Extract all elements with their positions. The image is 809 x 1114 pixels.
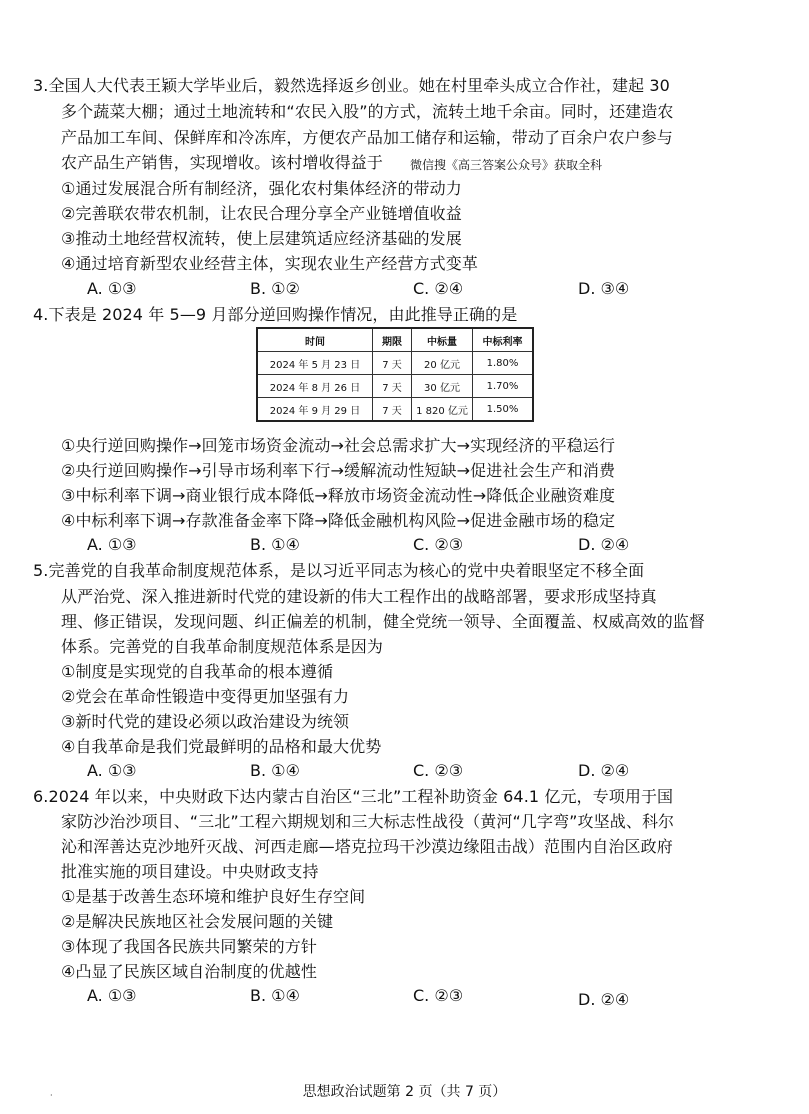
q5-option-b[interactable]: B. ①④ (250, 761, 300, 780)
table-cell: 20 亿元 (412, 352, 473, 375)
q4-option-d[interactable]: D. ②④ (578, 535, 630, 554)
page-footer: 思想政治试题第 2 页（共 7 页） (302, 1084, 507, 1100)
q4-item-4: ④中标利率下调→存款准备金率下降→降低金融机构风险→促进金融市场的稳定 (61, 511, 616, 530)
scan-speck: · (50, 1091, 53, 1100)
q3-item-3: ③推动土地经营权流转，使上层建筑适应经济基础的发展 (61, 229, 462, 248)
q3-item-1: ①通过发展混合所有制经济，强化农村集体经济的带动力 (61, 179, 462, 198)
table-cell: 2024 年 5 月 23 日 (257, 352, 373, 375)
table-cell: 2024 年 8 月 26 日 (257, 375, 373, 398)
table-cell: 1.70% (473, 375, 534, 398)
q5-stem-line-4: 体系。完善党的自我革命制度规范体系是因为 (61, 637, 384, 656)
table-cell: 30 亿元 (412, 375, 473, 398)
q3-stem-line-1: 3.全国人大代表王颖大学毕业后，毅然选择返乡创业。她在村里牵头成立合作社，建起 30 (33, 76, 670, 95)
q6-item-4: ④凸显了民族区域自治制度的优越性 (61, 962, 317, 981)
q6-stem-line-3: 沁和浑善达克沙地歼灭战、河西走廊—塔克拉玛干沙漠边缘阻击战）范围内自治区政府 (61, 837, 673, 856)
q3-stem-line-4: 农产品生产销售，实现增收。该村增收得益于 (61, 153, 384, 172)
q6-option-d[interactable]: D. ②④ (578, 990, 630, 1009)
q5-item-3: ③新时代党的建设必须以政治建设为统领 (61, 712, 350, 731)
q3-item-2: ②完善联农带农机制，让农民合理分享全产业链增值收益 (61, 204, 462, 223)
table-cell: 7 天 (373, 375, 412, 398)
table-cell: 1.80% (473, 352, 534, 375)
q6-option-b[interactable]: B. ①④ (250, 986, 300, 1005)
table-header-cell: 时间 (257, 328, 373, 352)
q3-option-c[interactable]: C. ②④ (413, 279, 464, 298)
q4-item-2: ②央行逆回购操作→引导市场利率下行→缓解流动性短缺→促进社会生产和消费 (61, 461, 616, 480)
table-cell: 7 天 (373, 398, 412, 422)
table-row (257, 398, 533, 422)
table-cell: 1 820 亿元 (412, 398, 473, 422)
q6-option-a[interactable]: A. ①③ (87, 986, 137, 1005)
q5-stem-line-1: 5.完善党的自我革命制度规范体系，是以习近平同志为核心的党中央着眼坚定不移全面 (33, 561, 645, 580)
table-cell: 2024 年 9 月 29 日 (257, 398, 373, 422)
table-header-cell: 期限 (373, 328, 412, 352)
q5-item-1: ①制度是实现党的自我革命的根本遵循 (61, 662, 334, 681)
q6-stem-line-1: 6.2024 年以来，中央财政下达内蒙古自治区“三北”工程补助资金 64.1 亿元，专项用于国 (33, 787, 674, 806)
q5-option-c[interactable]: C. ②③ (413, 761, 464, 780)
q4-option-b[interactable]: B. ①④ (250, 535, 300, 554)
table-row (257, 375, 533, 398)
table-header-row (257, 328, 533, 352)
table-cell: 1.50% (473, 398, 534, 422)
q4-option-c[interactable]: C. ②③ (413, 535, 464, 554)
q4-option-a[interactable]: A. ①③ (87, 535, 137, 554)
q4-item-1: ①央行逆回购操作→回笼市场资金流动→社会总需求扩大→实现经济的平稳运行 (61, 436, 616, 455)
q5-option-a[interactable]: A. ①③ (87, 761, 137, 780)
q4-item-3: ③中标利率下调→商业银行成本降低→释放市场资金流动性→降低企业融资难度 (61, 486, 616, 505)
reverse-repo-table (256, 327, 534, 422)
q6-stem-line-2: 家防沙治沙项目、“三北”工程六期规划和三大标志性战役（黄河“几字弯”攻坚战、科尔 (61, 812, 675, 831)
table-cell: 7 天 (373, 352, 412, 375)
watermark-text: 微信搜《高三答案公众号》获取全科 (410, 158, 603, 172)
q6-stem-line-4: 批准实施的项目建设。中央财政支持 (61, 862, 319, 881)
q5-option-d[interactable]: D. ②④ (578, 761, 630, 780)
q5-item-2: ②党会在革命性锻造中变得更加坚强有力 (61, 687, 350, 706)
q3-item-4: ④通过培育新型农业经营主体，实现农业生产经营方式变革 (61, 254, 478, 273)
table-header-cell: 中标量 (412, 328, 473, 352)
q5-stem-line-2: 从严治党、深入推进新时代党的建设新的伟大工程作出的战略部署，要求形成坚持真 (61, 587, 657, 606)
q6-item-1: ①是基于改善生态环境和维护良好生存空间 (61, 887, 366, 906)
q3-option-b[interactable]: B. ①② (250, 279, 300, 298)
q4-stem-line-1: 4.下表是 2024 年 5—9 月部分逆回购操作情况，由此推导正确的是 (33, 305, 518, 324)
q5-item-4: ④自我革命是我们党最鲜明的品格和最大优势 (61, 737, 382, 756)
q3-option-a[interactable]: A. ①③ (87, 279, 137, 298)
table-header-cell: 中标利率 (473, 328, 534, 352)
table-row (257, 352, 533, 375)
q3-option-d[interactable]: D. ③④ (578, 279, 630, 298)
q6-item-3: ③体现了我国各民族共同繁荣的方针 (61, 937, 317, 956)
q6-option-c[interactable]: C. ②③ (413, 986, 464, 1005)
q3-stem-line-3: 产品加工车间、保鲜库和冷冻库，方便农产品加工储存和运输，带动了百余户农户参与 (61, 128, 673, 147)
q6-item-2: ②是解决民族地区社会发展问题的关键 (61, 912, 334, 931)
q3-stem-line-2: 多个蔬菜大棚；通过土地流转和“农民入股”的方式，流转土地千余亩。同时，还建造农 (61, 102, 674, 121)
q5-stem-line-3: 理、修正错误，发现问题、纠正偏差的机制，健全党统一领导、全面覆盖、权威高效的监督 (61, 612, 706, 631)
